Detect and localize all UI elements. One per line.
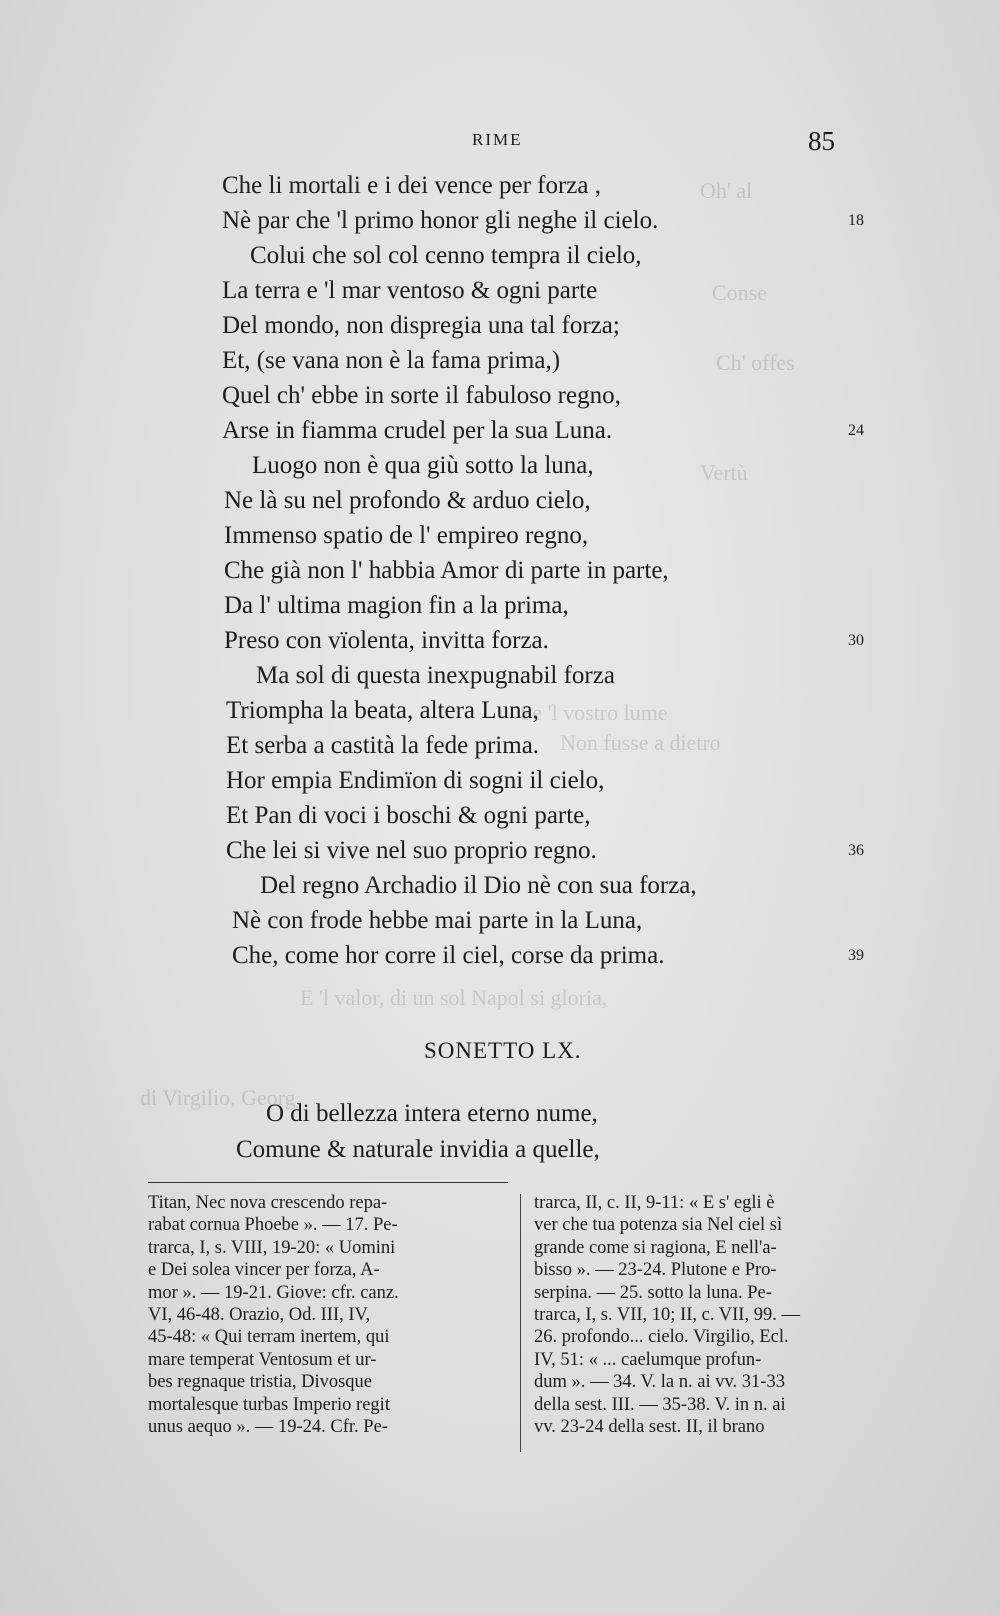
footnote-line: VI, 46-48. Orazio, Od. III, IV, <box>148 1305 371 1326</box>
verse-text: Et Pan di voci i boschi & ogni parte, <box>226 802 591 829</box>
sonnet-verse: O di bellezza intera eterno nume, <box>266 1100 598 1127</box>
verse-line <box>0 448 1000 484</box>
verse-text: Quel ch' ebbe in sorte il fabuloso regno, <box>222 382 621 409</box>
running-title: RIME <box>472 130 523 149</box>
verse-text: Che lei si vive nel suo proprio regno. <box>226 837 597 864</box>
verse-text: Da l' ultima magion fin a la prima, <box>224 592 569 619</box>
verse-line <box>0 308 1000 344</box>
verse-text: Colui che sol col cenno tempra il cielo, <box>250 242 642 269</box>
verse-line <box>0 378 1000 414</box>
line-number: 24 <box>848 422 864 439</box>
footnote-line: serpina. — 25. sotto la luna. Pe- <box>534 1282 772 1303</box>
verse-text: La terra e 'l mar ventoso & ogni parte <box>222 277 598 304</box>
verse-line <box>0 938 1000 974</box>
footnote-line: mor ». — 19-21. Giove: cfr. canz. <box>148 1282 399 1303</box>
footnote-line: bes regnaque tristia, Divosque <box>148 1372 372 1393</box>
footnote-line: mortalesque turbas Imperio regit <box>148 1394 390 1415</box>
verse-text: Luogo non è qua giù sotto la luna, <box>252 452 594 479</box>
show-through-text: Non fusse a dietro <box>560 730 721 755</box>
verse-line <box>0 168 1000 204</box>
footnote-line: e Dei solea vincer per forza, A- <box>148 1260 380 1281</box>
verse-text: Triompha la beata, altera Luna, <box>226 697 539 724</box>
verse-text: Che li mortali e i dei vence per forza , <box>222 172 602 199</box>
show-through-text: Ch' offes <box>716 350 795 375</box>
verse-line <box>0 798 1000 834</box>
sonnet-verse: Comune & naturale invidia a quelle, <box>236 1136 600 1163</box>
verse-line <box>0 203 1000 239</box>
verse-line <box>0 413 1000 449</box>
sonnet-title: SONETTO LX. <box>424 1038 582 1063</box>
line-number: 36 <box>848 842 864 859</box>
verse-line <box>0 518 1000 554</box>
verse-text: Del regno Archadio il Dio nè con sua forza, <box>260 872 697 899</box>
footnote-column-left <box>148 1192 500 1438</box>
line-number: 39 <box>848 947 864 964</box>
page-header <box>0 126 1000 166</box>
verse-text: Nè par che 'l primo honor gli neghe il cielo. <box>222 207 659 234</box>
verse-text: Ne là su nel profondo & arduo cielo, <box>224 487 591 514</box>
verse-text: Arse in fiamma crudel per la sua Luna. <box>222 417 613 444</box>
verse-line <box>0 833 1000 869</box>
column-divider <box>520 1194 521 1452</box>
verse-line <box>0 868 1000 904</box>
footnote-line: trarca, I, s. VIII, 19-20: « Uomini <box>148 1237 396 1258</box>
footnote-rule <box>148 1182 508 1183</box>
show-through-text: Vertù <box>700 460 748 485</box>
footnote-line: ver che tua potenza sia Nel ciel sì <box>534 1215 783 1236</box>
show-through-text: di Virgilio, Georg. <box>140 1085 302 1110</box>
footnote-line: dum ». — 34. V. la n. ai vv. 31-33 <box>534 1372 785 1393</box>
verse-line <box>0 693 1000 729</box>
footnote-line: Titan, Nec nova crescendo repa- <box>148 1193 388 1213</box>
verse-line <box>0 343 1000 379</box>
page-number: 85 <box>808 126 835 156</box>
footnote-column-right <box>534 1192 886 1438</box>
footnote-line: 26. profondo... cielo. Virgilio, Ecl. <box>534 1327 789 1348</box>
line-number: 30 <box>848 632 864 649</box>
verse-line <box>0 728 1000 764</box>
footnote-line: rabat cornua Phoebe ». — 17. Pe- <box>148 1215 398 1236</box>
verse-line <box>0 763 1000 799</box>
line-number: 18 <box>848 212 864 229</box>
verse-text: Nè con frode hebbe mai parte in la Luna, <box>232 907 643 934</box>
footnote-line: mare temperat Ventosum et ur- <box>148 1349 377 1370</box>
verse-text: Hor empia Endimïon di sogni il cielo, <box>226 767 605 794</box>
verse-line <box>0 588 1000 624</box>
footnote-line: trarca, II, c. II, 9-11: « E s' egli è <box>534 1193 775 1213</box>
verse-text: Del mondo, non dispregia una tal forza; <box>222 312 620 339</box>
verse-line <box>0 273 1000 309</box>
footnote-line: della sest. III. — 35-38. V. in n. ai <box>534 1394 786 1415</box>
verse-text: Ma sol di questa inexpugnabil forza <box>256 662 615 689</box>
verse-line <box>0 483 1000 519</box>
verse-text: Immenso spatio de l' empireo regno, <box>224 522 589 549</box>
footnote-line: trarca, I, s. VII, 10; II, c. VII, 99. — <box>534 1305 800 1326</box>
show-through-text: Se 'l vostro lume <box>520 700 668 725</box>
verse-text: Et, (se vana non è la fama prima,) <box>222 347 561 374</box>
show-through-text: E 'l valor, di un sol Napol si gloria, <box>300 985 608 1010</box>
footnote-line: bisso ». — 23-24. Plutone e Pro- <box>534 1260 777 1281</box>
verse-line <box>0 658 1000 694</box>
footnote-line: IV, 51: « ... caelumque profun- <box>534 1349 762 1370</box>
verse-line <box>0 553 1000 589</box>
verse-text: Preso con vïolenta, invitta forza. <box>224 627 549 654</box>
footnote-line: vv. 23-24 della sest. II, il brano <box>534 1417 765 1438</box>
footnotes <box>148 1192 888 1452</box>
show-through-text: Oh' al <box>700 178 753 203</box>
verse-text: Che, come hor corre il ciel, corse da prima. <box>232 942 665 969</box>
verse-line <box>0 238 1000 274</box>
verse-line <box>0 903 1000 939</box>
footnote-line: grande come si ragiona, E nell'a- <box>534 1237 777 1258</box>
verse-line <box>0 623 1000 659</box>
show-through-text: Conse <box>712 280 767 305</box>
verse-text: Che già non l' habbia Amor di parte in parte, <box>224 557 669 584</box>
footnote-line: unus aequo ». — 19-24. Cfr. Pe- <box>148 1417 388 1438</box>
verse-text: Et serba a castità la fede prima. <box>226 732 540 759</box>
footnote-line: 45-48: « Qui terram inertem, qui <box>148 1327 390 1348</box>
